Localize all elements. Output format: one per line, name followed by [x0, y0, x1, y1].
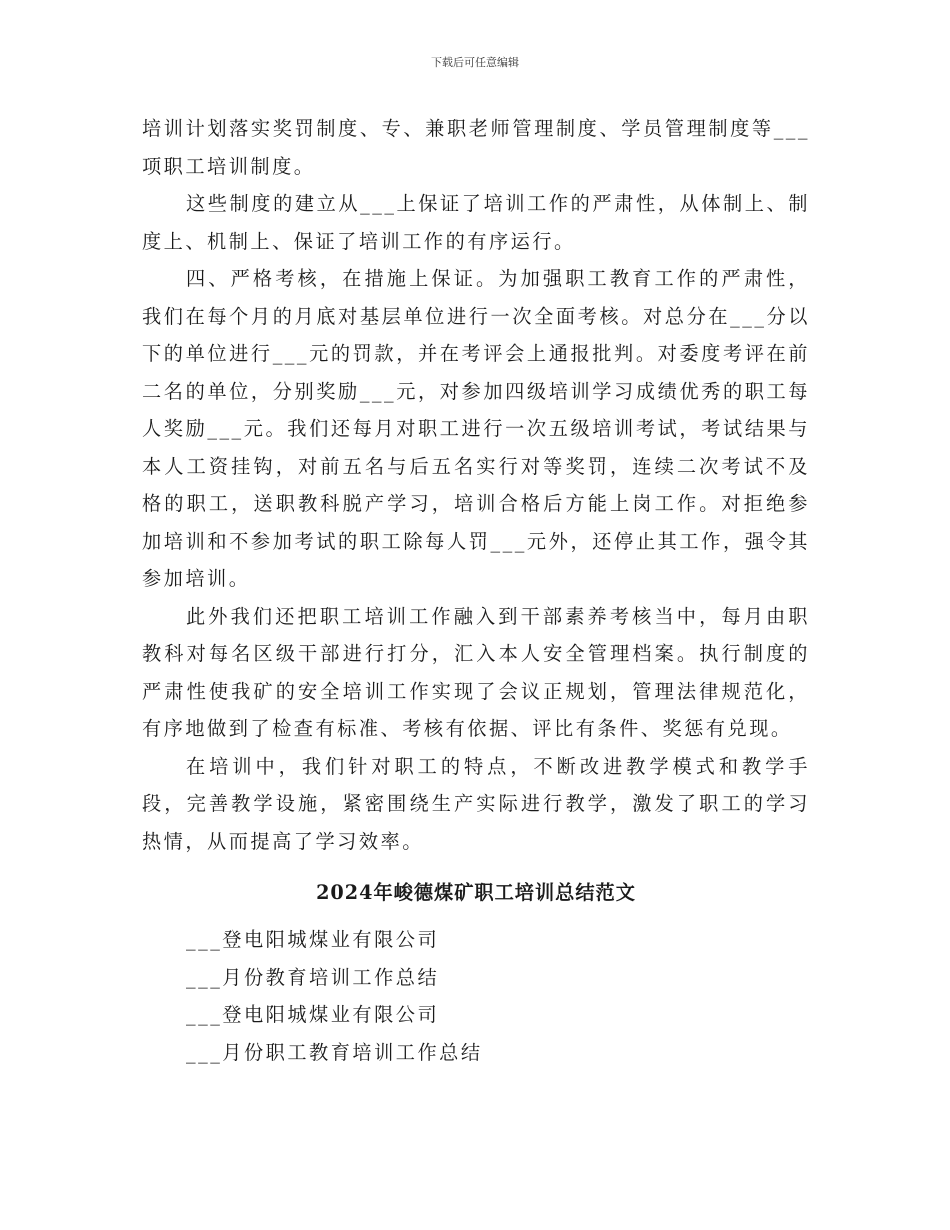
section-line: ___登电阳城煤业有限公司: [186, 1003, 440, 1026]
section-line: ___月份教育培训工作总结: [186, 965, 440, 989]
paragraph-continuation: 培训计划落实奖罚制度、专、兼职老师管理制度、学员管理制度等___项职工培训制度。: [142, 117, 810, 178]
document-body: [142, 110, 810, 1071]
paragraph-cadre-assessment: 此外我们还把职工培训工作融入到干部素养考核当中，每月由职教科对每名区级干部进行打分，汇入本人安全管理档案。执行制度的严肃性使我矿的安全培训工作实现了会议正规划，管理法律规范化，有序地做到了检查有标准、考核有依据、评比有条件、奖惩有兑现。: [142, 604, 810, 740]
paragraph-strict-assessment: 四、严格考核，在措施上保证。为加强职工教育工作的严肃性，我们在每个月的月底对基层单位进行一次全面考核。对总分在___分以下的单位进行___元的罚款，并在考评会上通报批判。对委度考评在前二名的单位，分别奖励___元，对参加四级培训学习成绩优秀的职工每人奖励___元。我们还每月对职工进行一次五级培训考试，考试结果与本人工资挂钩，对前五名与后五名实行对等奖罚，连续二次考试不及格的职工，送职教科脱产学习，培训合格后方能上岗工作。对拒绝参加培训和不参加考试的职工除每人罚___元外，还停止其工作，强令其参加培训。: [142, 267, 810, 590]
section-line: ___登电阳城煤业有限公司: [186, 928, 440, 951]
section-title: 2024年峻德煤矿职工培训总结范文: [316, 881, 636, 904]
paragraph-system-guarantee: 这些制度的建立从___上保证了培训工作的严肃性，从体制上、制度上、机制上、保证了培训工作的有序运行。: [142, 192, 810, 253]
paragraph-teaching-improvement: 在培训中，我们针对职工的特点，不断改进教学模式和教学手段，完善教学设施，紧密围绕生产实际进行教学，激发了职工的学习热情，从而提高了学习效率。: [142, 754, 810, 853]
page-header: 下载后可任意编辑: [431, 56, 519, 69]
section-line: ___月份职工教育培训工作总结: [186, 1040, 483, 1064]
